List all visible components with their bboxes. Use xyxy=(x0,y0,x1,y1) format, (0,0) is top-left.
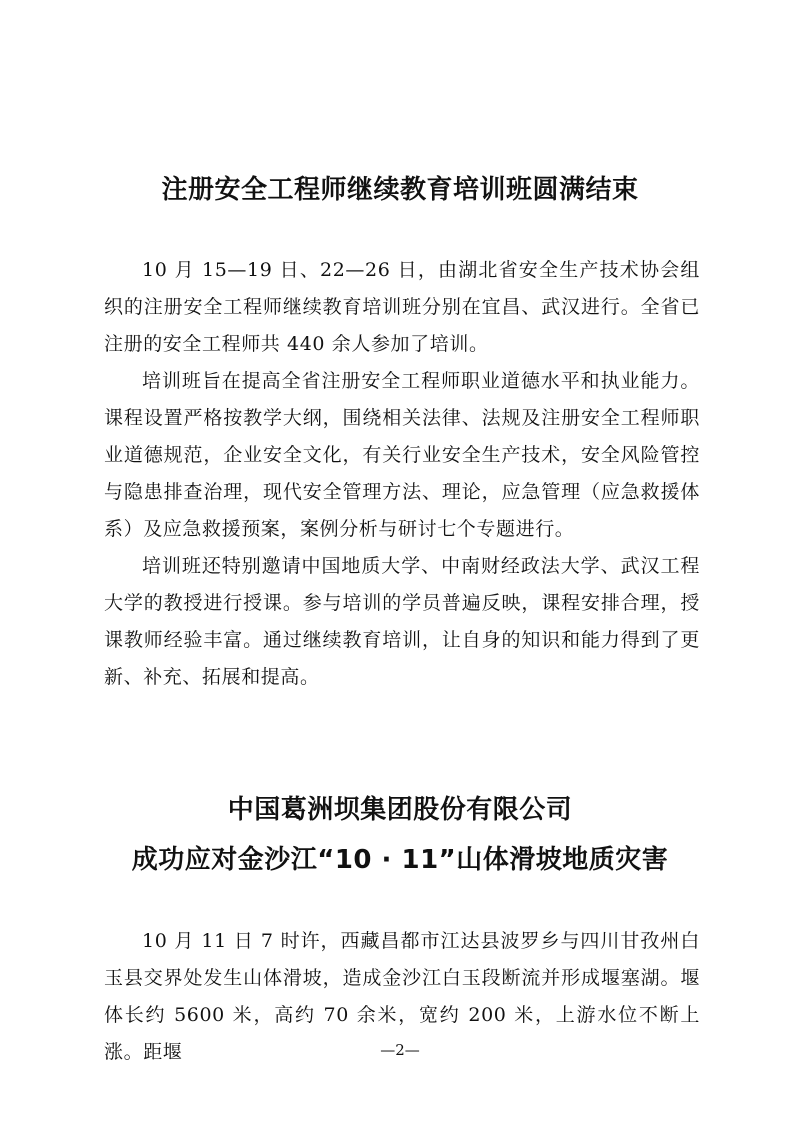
page-number: —2— xyxy=(380,1041,420,1059)
article-2-title-line-1: 中国葛洲坝集团股份有限公司 xyxy=(227,795,573,825)
article-1-paragraph: 10 月 15—19 日、22—26 日，由湖北省安全生产技术协会组织的注册安全工程师继续教育培训班分别在宜昌、武汉进行。全省已注册的安全工程师共 440 余人参加了培训。 xyxy=(104,259,700,355)
article-2-title-line-2: 成功应对金沙江“10 · 11”山体滑坡地质灾害 xyxy=(131,845,669,875)
article-2-paragraph: 10 月 11 日 7 时许，西藏昌都市江达县波罗乡与四川甘孜州白玉县交界处发生山体滑坡，造成金沙江白玉段断流并形成堰塞湖。堰体长约 5600 米，高约 70 余米，宽约 200 米，上游水位不断上涨。距堰 xyxy=(104,930,700,1063)
article-1-paragraph: 培训班旨在提高全省注册安全工程师职业道德水平和执业能力。课程设置严格按教学大纲，围绕相关法律、法规及注册安全工程师职业道德规范，企业安全文化，有关行业安全生产技术，安全风险管控与隐患排查治理，现代安全管理方法、理论，应急管理（应急救援体系）及应急救援预案，案例分析与研讨七个专题进行。 xyxy=(104,370,700,540)
article-1-body xyxy=(104,252,700,696)
article-1-paragraph: 培训班还特别邀请中国地质大学、中南财经政法大学、武汉工程大学的教授进行授课。参与培训的学员普遍反映，课程安排合理，授课教师经验丰富。通过继续教育培训，让自身的知识和能力得到了更新、补充、拓展和提高。 xyxy=(104,555,700,688)
article-1-title: 注册安全工程师继续教育培训班圆满结束 xyxy=(161,175,639,205)
